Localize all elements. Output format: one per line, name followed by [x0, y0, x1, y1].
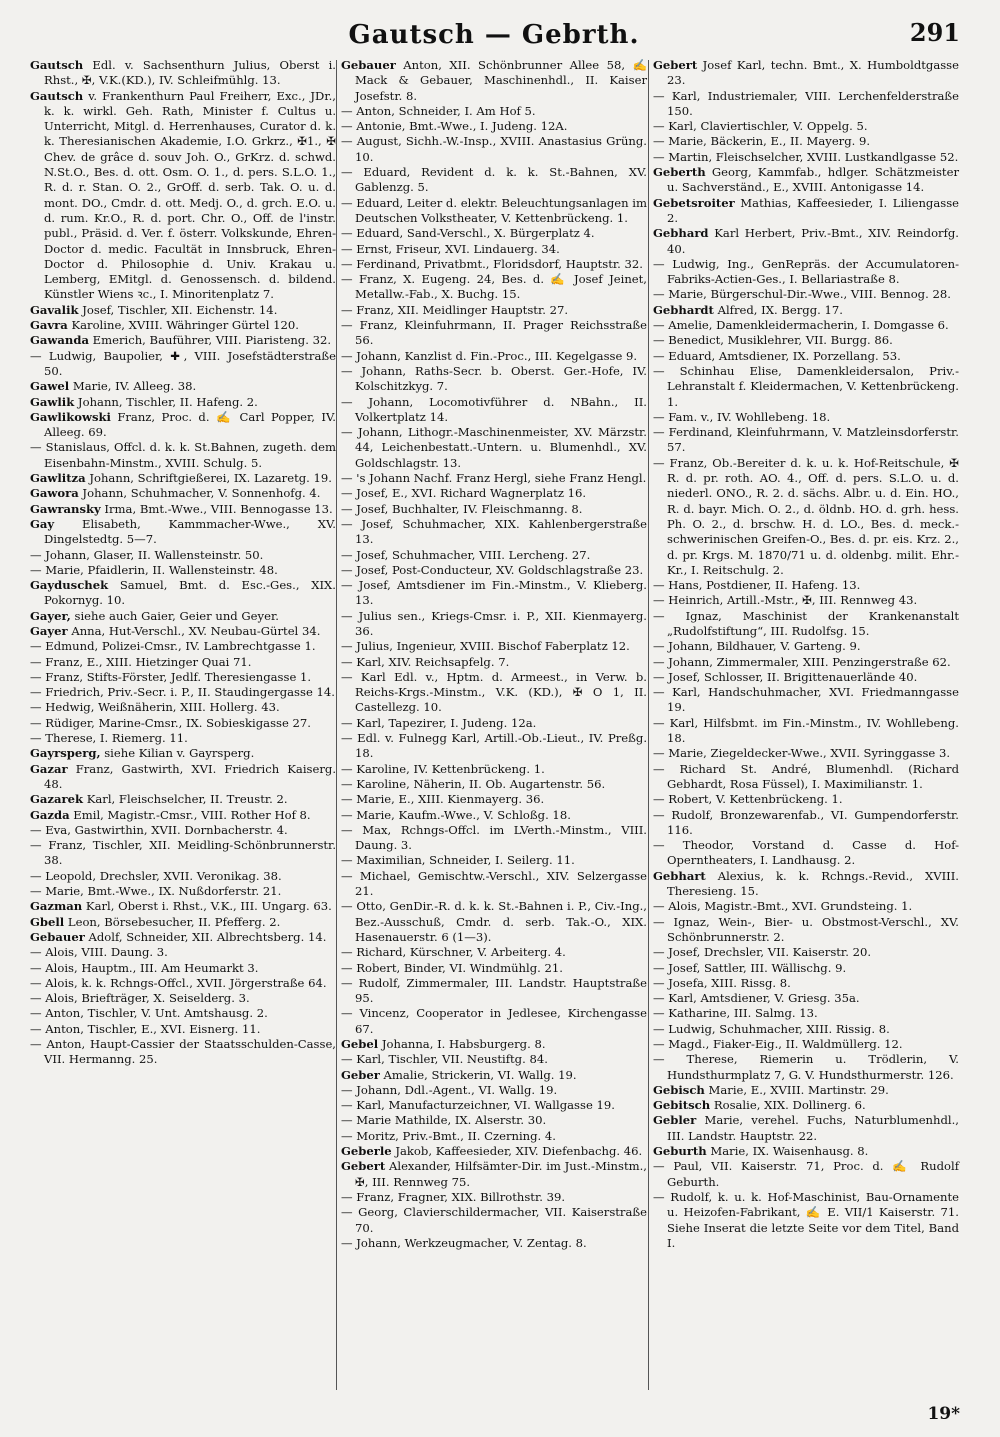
- directory-entry: — Josef, Schuhmacher, XIX. Kahlenbergerstraße 13.: [341, 516, 647, 547]
- directory-entry: Gebisch Marie, E., XVIII. Martinstr. 29.: [653, 1082, 889, 1097]
- entry-surname: Gebhart: [653, 868, 706, 883]
- entry-surname: Gebhardt: [653, 302, 714, 317]
- directory-entry: — Ludwig, Ing., GenRepräs. der Accumulatoren-Fabriks-Actien-Ges., I. Bellariastraße 8.: [653, 256, 959, 287]
- directory-entry: — Josef, Schuhmacher, VIII. Lercheng. 27.: [341, 547, 591, 562]
- entry-surname: Gavalik: [30, 302, 79, 317]
- directory-entry: — Martin, Fleischselcher, XVIII. Lustkandlgasse 52.: [653, 149, 959, 164]
- entry-surname: Gbell: [30, 914, 65, 929]
- directory-entry: Gawanda Emerich, Bauführer, VIII. Piaristeng. 32.: [30, 333, 332, 348]
- entry-surname: Gebert: [341, 1159, 386, 1174]
- directory-entry: — Edmund, Polizei-Cmsr., IV. Lambrechtgasse 1.: [30, 639, 316, 654]
- directory-entry: Gazda Emil, Magistr.-Cmsr., VIII. Rother Hof 8.: [30, 807, 311, 822]
- directory-entry: — Karl Edl. v., Hptm. d. Armeest., in Verw. b. Reichs-Krgs.-Minstm., V.K. (KD.), ✠ O 1, II. Castellezg. 10.: [341, 669, 647, 715]
- directory-entry: — Maximilian, Schneider, I. Seilerg. 11.: [341, 853, 575, 868]
- directory-entry: Gebhard Karl Herbert, Priv.-Bmt., XIV. Reindorfg. 40.: [653, 226, 959, 256]
- directory-entry: — Anton, Haupt-Cassier der Staatsschulden-Casse, VII. Hermanng. 25.: [30, 1037, 336, 1067]
- directory-entry: — Franz, E., XIII. Hietzinger Quai 71.: [30, 654, 252, 669]
- directory-entry: — Josef, Amtsdiener im Fin.-Minstm., V. Klieberg. 13.: [341, 578, 647, 608]
- column-1: [30, 58, 336, 1068]
- directory-entry: — Marie Mathilde, IX. Alserstr. 30.: [341, 1113, 547, 1128]
- directory-entry: — Otto, GenDir.-R. d. k. k. St.-Bahnen i. P., Civ.-Ing., Bez.-Ausschuß, Cmdr. d. serb. Tak.-O., XIX. Hasenauerstr. 6 (1—3).: [341, 899, 647, 944]
- entry-surname: Gebert: [653, 58, 698, 72]
- entry-surname: Gebisch: [653, 1082, 705, 1097]
- directory-entry: Gazar Franz, Gastwirth, XVI. Friedrich Kaiserg. 48.: [30, 761, 336, 791]
- directory-entry: — Karl, Manufacturzeichner, VI. Wallgasse 19.: [341, 1098, 615, 1113]
- directory-entry: Gavra Karoline, XVIII. Währinger Gürtel 120.: [30, 318, 299, 333]
- directory-entry: — Josef, Post-Conducteur, XV. Goldschlagstraße 23.: [341, 562, 644, 577]
- signature-mark: 19*: [927, 1404, 960, 1424]
- column-2: [341, 58, 647, 1251]
- directory-entry: — Ludwig, Baupolier, ✚, VIII. Josefstädterstraße 50.: [30, 348, 336, 378]
- directory-entry: Gebel Johanna, I. Habsburgerg. 8.: [341, 1037, 546, 1051]
- directory-entry: — Josef, E., XVI. Richard Wagnerplatz 16.: [341, 486, 587, 501]
- entry-surname: Gavra: [30, 318, 68, 333]
- directory-entry: Geburth Marie, IX. Waisenhausg. 8.: [653, 1144, 869, 1159]
- entry-surname: Geberth: [653, 165, 706, 180]
- directory-entry: Gebauer Anton, XII. Schönbrunner Allee 58, ✍ Mack & Gebauer, Maschinenhdl., II. Kaiser Josefstr. 8.: [341, 58, 647, 103]
- directory-entry: — Schinhau Elise, Damenkleidersalon, Priv.-Lehranstalt f. Kleidermachen, V. Kettenbrückeng. 1.: [653, 363, 959, 409]
- entry-surname: Gautsch: [30, 58, 84, 72]
- entry-surname: Geber: [341, 1067, 380, 1082]
- directory-entry: — Johann, Ddl.-Agent., VI. Wallg. 19.: [341, 1082, 558, 1097]
- entry-surname: Gautsch: [30, 88, 84, 103]
- directory-entry: — Franz, Ob.-Bereiter d. k. u. k. Hof-Reitschule, ✠ R. d. pr. roth. AO. 4., Off. d. pers. S.L.O. u. d. niederl. ONO., R. 2. d. sächs. Albr. u. d. Ein. HO., R. d. bayr. Mich. O. 2., d. öldnb. HO. d. grh. hess. Ph. O. 2., d. brschw. H. d. LO., Bes. d. meck.-schwerinischen Greifen-O., Bes. d. pr. eis. Krz. 2., d. pr. Krgs. M. 1870/71 u. d. oldenbg. milit. Ehr.-Kr., I. Reitschulg. 2.: [653, 455, 959, 577]
- column-rule: [336, 60, 337, 1390]
- entry-surname: Gebetsroiter: [653, 195, 735, 210]
- directory-entry: — Theodor, Vorstand d. Casse d. Hof-Operntheaters, I. Landhausg. 2.: [653, 838, 959, 868]
- directory-entry: — Michael, Gemischtw.-Verschl., XIV. Selzergasse 21.: [341, 868, 647, 899]
- directory-entry: Gawlik Johann, Tischler, II. Hafeng. 2.: [30, 394, 258, 409]
- directory-entry: Geber Amalie, Strickerin, VI. Wallg. 19.: [341, 1067, 577, 1082]
- entry-surname: Gebler: [653, 1113, 697, 1128]
- directory-entry: — Ferdinand, Kleinfuhrmann, V. Matzleinsdorferstr. 57.: [653, 425, 959, 455]
- directory-entry: — Stanislaus, Offcl. d. k. k. St.Bahnen, zugeth. dem Eisenbahn-Minstm., XVIII. Schulg. 5.: [30, 440, 336, 470]
- directory-entry: — Marie, Bäckerin, E., II. Mayerg. 9.: [653, 134, 871, 149]
- entry-surname: Gawransky: [30, 501, 101, 516]
- directory-entry: — Amelie, Damenkleidermacherin, I. Domgasse 6.: [653, 318, 949, 333]
- directory-entry: — Friedrich, Priv.-Secr. i. P., II. Staudingergasse 14.: [30, 685, 335, 700]
- page-header: [28, 14, 960, 54]
- directory-entry: — Karl, Claviertischler, V. Oppelg. 5.: [653, 119, 868, 134]
- directory-entry: Geberle Jakob, Kaffeesieder, XIV. Diefenbachg. 46.: [341, 1144, 643, 1159]
- directory-entry: — Heinrich, Artill.-Mstr., ✠, III. Rennweg 43.: [653, 593, 918, 608]
- directory-entry: — Ignaz, Maschinist der Krankenanstalt „Rudolfstiftung“, III. Rudolfsg. 15.: [653, 608, 959, 638]
- entry-surname: Gayduschek: [30, 578, 109, 593]
- directory-entry: — Julius sen., Kriegs-Cmsr. i. P., XII. Kienmayerg. 36.: [341, 608, 647, 638]
- directory-entry: — Johann, Raths-Secr. b. Oberst. Ger.-Hofe, IV. Kolschitzkyg. 7.: [341, 363, 647, 394]
- directory-entry: Gebetsroiter Mathias, Kaffeesieder, I. Liliengasse 2.: [653, 195, 959, 225]
- directory-entry: — Karoline, Näherin, II. Ob. Augartenstr. 56.: [341, 776, 606, 791]
- directory-entry: — Ignaz, Wein-, Bier- u. Obstmost-Verschl., XV. Schönbrunnerstr. 2.: [653, 914, 959, 944]
- directory-entry: — Karl, Handschuhmacher, XVI. Friedmanngasse 19.: [653, 685, 959, 715]
- directory-entry: — Eduard, Amtsdiener, IX. Porzellang. 53.: [653, 348, 901, 363]
- directory-entry: — Eduard, Sand-Verschl., X. Bürgerplatz 4.: [341, 226, 595, 241]
- entry-surname: Gawlitza: [30, 471, 86, 486]
- entry-surname: Gebhard: [653, 226, 709, 241]
- directory-entry: — Karl, Tischler, VII. Neustiftg. 84.: [341, 1052, 548, 1067]
- directory-entry: — Ferdinand, Privatbmt., Floridsdorf, Hauptstr. 32.: [341, 256, 643, 271]
- directory-entry: — Ernst, Friseur, XVI. Lindauerg. 34.: [341, 241, 560, 256]
- entry-surname: Gay: [30, 516, 55, 531]
- directory-entry: — Johann, Werkzeugmacher, V. Zentag. 8.: [341, 1235, 587, 1250]
- directory-entry: — Anton, Tischler, E., XVI. Eisnerg. 11.: [30, 1021, 261, 1036]
- directory-entry: — Alois, k. k. Rchngs-Offcl., XVII. Jörgerstraße 64.: [30, 975, 327, 990]
- entry-surname: Geburth: [653, 1144, 707, 1159]
- directory-entry: — Alois, Briefträger, X. Seiselderg. 3.: [30, 991, 250, 1006]
- directory-entry: — Therese, Riemerin u. Trödlerin, V. Hundsthurmplatz 7, G. V. Hundsthurmerstr. 126.: [653, 1052, 959, 1082]
- entry-surname: Gazar: [30, 761, 68, 776]
- entry-surname: Gebel: [341, 1037, 379, 1051]
- entry-surname: Gawanda: [30, 333, 89, 348]
- entry-surname: Gebitsch: [653, 1098, 711, 1113]
- directory-entry: — Rudolf, Zimmermaler, III. Landstr. Hauptstraße 95.: [341, 975, 647, 1006]
- directory-entry: — Georg, Clavierschildermacher, VII. Kaiserstraße 70.: [341, 1205, 647, 1235]
- directory-entry: — Edl. v. Fulnegg Karl, Artill.-Ob.-Lieut., IV. Preßg. 18.: [341, 731, 647, 761]
- directory-entry: Gayer Anna, Hut-Verschl., XV. Neubau-Gürtel 34.: [30, 623, 321, 638]
- directory-entry: — Katharine, III. Salmg. 13.: [653, 1006, 818, 1021]
- directory-entry: Geberth Georg, Kammfab., hdlger. Schätzmeister u. Sachverständ., E., XVIII. Antonigasse 14.: [653, 165, 959, 195]
- directory-entry: Gawransky Irma, Bmt.-Wwe., VIII. Bennogasse 13.: [30, 501, 333, 516]
- directory-entry: — Rudolf, k. u. k. Hof-Maschinist, Bau-Ornamente u. Heizofen-Fabrikant, ✍ E. VII/1 Kaiserstr. 71. Siehe Inserat die letzte Seite vor dem Titel, Band I.: [653, 1189, 959, 1250]
- directory-entry: — Franz, XII. Meidlinger Hauptstr. 27.: [341, 302, 569, 317]
- directory-entry: — Richard, Kürschner, V. Arbeiterg. 4.: [341, 945, 566, 960]
- directory-entry: — Robert, Binder, VI. Windmühlg. 21.: [341, 960, 563, 975]
- directory-entry: — Franz, Kleinfuhrmann, II. Prager Reichsstraße 56.: [341, 318, 647, 348]
- directory-entry: — Alois, VIII. Daung. 3.: [30, 945, 168, 960]
- directory-entry: — Marie, Bürgerschul-Dir.-Wwe., VIII. Bennog. 28.: [653, 287, 951, 302]
- directory-entry: — August, Sichh.-W.-Insp., XVIII. Anastasius Grüng. 10.: [341, 134, 647, 164]
- directory-entry: Gazarek Karl, Fleischselcher, II. Treustr. 2.: [30, 792, 288, 807]
- directory-entry: — Marie, Bmt.-Wwe., IX. Nußdorferstr. 21.: [30, 884, 282, 899]
- directory-entry: — Franz, Fragner, XIX. Billrothstr. 39.: [341, 1189, 566, 1204]
- directory-entry: Gebert Josef Karl, techn. Bmt., X. Humboldtgasse 23.: [653, 58, 959, 88]
- entry-surname: Gebauer: [30, 929, 85, 944]
- entry-surname: Gayer,: [30, 608, 71, 623]
- directory-entry: Gebert Alexander, Hilfsämter-Dir. im Just.-Minstm., ✠, III. Rennweg 75.: [341, 1159, 647, 1189]
- entry-surname: Gayrsperg,: [30, 746, 101, 761]
- directory-entry: Gazman Karl, Oberst i. Rhst., V.K., III. Ungarg. 63.: [30, 899, 332, 914]
- directory-entry: — Karl, Industriemaler, VIII. Lerchenfelderstraße 150.: [653, 88, 959, 118]
- directory-entry: — Vincenz, Cooperator in Jedlesee, Kirchengasse 67.: [341, 1006, 647, 1036]
- directory-entry: — Josef, Schlosser, II. Brigittenauerlände 40.: [653, 669, 918, 684]
- directory-entry: — Fam. v., IV. Wohllebeng. 18.: [653, 409, 831, 424]
- directory-entry: — Franz, X. Eugeng. 24, Bes. d. ✍ Josef Jeinet, Metallw.-Fab., X. Buchg. 15.: [341, 272, 647, 302]
- directory-entry: — Josef, Drechsler, VII. Kaiserstr. 20.: [653, 945, 872, 960]
- directory-entry: — Marie, E., XIII. Kienmayerg. 36.: [341, 792, 545, 807]
- directory-entry: — Karl, Amtsdiener, V. Griesg. 35a.: [653, 991, 860, 1006]
- directory-entry: — Johann, Bildhauer, V. Garteng. 9.: [653, 639, 861, 654]
- directory-entry: — Marie, Kaufm.-Wwe., V. Schloßg. 18.: [341, 807, 571, 822]
- column-rule: [648, 60, 649, 1390]
- entry-surname: Gayer: [30, 623, 68, 638]
- directory-entry: — 's Johann Nachf. Franz Hergl, siehe Franz Hengl.: [341, 471, 647, 486]
- directory-entry: — Alois, Magistr.-Bmt., XVI. Grundsteing. 1.: [653, 899, 913, 914]
- directory-entry: — Karl, Tapezirer, I. Judeng. 12a.: [341, 715, 537, 730]
- directory-entry: Gebler Marie, verehel. Fuchs, Naturblumenhdl., III. Landstr. Hauptstr. 22.: [653, 1113, 959, 1143]
- entry-surname: Gazarek: [30, 792, 84, 807]
- entry-surname: Gawel: [30, 379, 70, 394]
- directory-entry: — Eduard, Leiter d. elektr. Beleuchtungsanlagen im Deutschen Volkstheater, V. Kettenbrückeng. 1.: [341, 195, 647, 225]
- directory-entry: — Hans, Postdiener, II. Hafeng. 13.: [653, 578, 861, 593]
- directory-entry: — Rudolf, Bronzewarenfab., VI. Gumpendorferstr. 116.: [653, 807, 959, 837]
- directory-entry: — Eva, Gastwirthin, XVII. Dornbacherstr. 4.: [30, 822, 288, 837]
- directory-entry: Gebauer Adolf, Schneider, XII. Albrechtsberg. 14.: [30, 929, 327, 944]
- directory-entry: — Johann, Kanzlist d. Fin.-Proc., III. Kegelgasse 9.: [341, 348, 638, 363]
- directory-entry: — Johann, Zimmermaler, XIII. Penzingerstraße 62.: [653, 654, 951, 669]
- running-head: Gautsch — Gebrth.: [348, 20, 640, 50]
- directory-entry: — Antonie, Bmt.-Wwe., I. Judeng. 12A.: [341, 119, 568, 134]
- directory-entry: — Franz, Tischler, XII. Meidling-Schönbrunnerstr. 38.: [30, 838, 336, 868]
- directory-entry: — Magd., Fiaker-Eig., II. Waldmüllerg. 12.: [653, 1037, 903, 1051]
- directory-entry: Gawlitza Johann, Schriftgießerei, IX. Lazaretg. 19.: [30, 471, 332, 486]
- directory-entry: — Josefa, XIII. Rissg. 8.: [653, 975, 791, 990]
- directory-entry: — Johann, Glaser, II. Wallensteinstr. 50.: [30, 547, 264, 562]
- directory-entry: — Johann, Locomotivführer d. NBahn., II. Volkertplatz 14.: [341, 394, 647, 424]
- directory-entry: — Anton, Schneider, I. Am Hof 5.: [341, 103, 536, 118]
- entry-surname: Gawora: [30, 486, 79, 501]
- entry-surname: Gazman: [30, 899, 83, 914]
- directory-entry: — Franz, Stifts-Förster, Jedlf. Theresiengasse 1.: [30, 669, 312, 684]
- directory-entry: Gebhart Alexius, k. k. Rchngs.-Revid., XVIII. Theresieng. 15.: [653, 868, 959, 899]
- directory-entry: Gawel Marie, IV. Alleeg. 38.: [30, 379, 197, 394]
- directory-entry: — Julius, Ingenieur, XVIII. Bischof Faberplatz 12.: [341, 639, 630, 654]
- directory-entry: — Richard St. André, Blumenhdl. (Richard Gebhardt, Rosa Füssel), I. Maximilianstr. 1.: [653, 761, 959, 791]
- directory-entry: Gautsch v. Frankenthurn Paul Freiherr, Exc., JDr., k. k. wirkl. Geh. Rath, Minister f. Cultus u. Unterricht, Mitgl. d. Herrenhauses, Curator d. k. k. Theresianischen Akademie, I.O. Grkrz., ✠1., ✠ Chev. de grâce d. souv Joh. O., GrKrz. d. schwd. N.St.O., Bes. d. ott. Osm. O. 1., d. pers. S.L.O. 1., R. d. r. Stan. O. 2., GrOff. d. serb. Tak. O. u. d. mont. DO., Cmdr. d. ott. Medj. O., d. grch. E.O. u. d. rum. Kr.O., R. d. port. Chr. O., Off. de l'instr. publ., Präsid. d. Ver. f. österr. Volkskunde, Ehren-Doctor d. medic. Facultät in Innsbruck, Ehren-Doctor d. Philosophie d. Univ. Krakau u. Lemberg, EMitgl. d. Genossensch. d. bildend. Künstler Wiens ꝛc., I. Minoritenplatz 7.: [30, 88, 336, 302]
- column-3: [653, 58, 959, 1251]
- directory-entry: Gavalik Josef, Tischler, XII. Eichenstr. 14.: [30, 302, 278, 317]
- directory-entry: — Therese, I. Riemerg. 11.: [30, 731, 188, 746]
- directory-entry: — Leopold, Drechsler, XVII. Veronikag. 38.: [30, 868, 282, 883]
- directory-entry: Gawora Johann, Schuhmacher, V. Sonnenhofg. 4.: [30, 486, 321, 501]
- directory-entry: — Karl, Hilfsbmt. im Fin.-Minstm., IV. Wohllebeng. 18.: [653, 715, 959, 746]
- directory-entry: — Alois, Hauptm., III. Am Heumarkt 3.: [30, 960, 259, 975]
- directory-entry: Gbell Leon, Börsebesucher, II. Pfefferg. 2.: [30, 914, 281, 929]
- directory-entry: Gayrsperg, siehe Kilian v. Gayrsperg.: [30, 746, 255, 761]
- directory-entry: — Paul, VII. Kaiserstr. 71, Proc. d. ✍ Rudolf Geburth.: [653, 1159, 959, 1189]
- directory-entry: — Max, Rchngs-Offcl. im LVerth.-Minstm., VIII. Daung. 3.: [341, 822, 647, 853]
- entry-surname: Gebauer: [341, 58, 396, 72]
- directory-entry: Gayduschek Samuel, Bmt. d. Esc.-Ges., XIX. Pokornyg. 10.: [30, 578, 336, 608]
- directory-entry: Gautsch Edl. v. Sachsenthurn Julius, Oberst i. Rhst., ✠, V.K.(KD.), IV. Schleifmühlg. 13.: [30, 58, 336, 88]
- directory-entry: — Moritz, Priv.-Bmt., II. Czerning. 4.: [341, 1128, 556, 1143]
- entry-surname: Gawlik: [30, 394, 75, 409]
- entry-surname: Gawlikowski: [30, 409, 111, 424]
- directory-entry: — Marie, Pfaidlerin, II. Wallensteinstr. 48.: [30, 562, 278, 577]
- directory-entry: — Karl, XIV. Reichsapfelg. 7.: [341, 654, 510, 669]
- page-number: 291: [909, 18, 960, 47]
- entry-surname: Gazda: [30, 807, 70, 822]
- directory-entry: Gebhardt Alfred, IX. Bergg. 17.: [653, 302, 843, 317]
- directory-entry: — Anton, Tischler, V. Unt. Amtshausg. 2.: [30, 1006, 268, 1021]
- directory-entry: — Eduard, Revident d. k. k. St.-Bahnen, XV. Gablenzg. 5.: [341, 165, 647, 195]
- directory-entry: — Johann, Lithogr.-Maschinenmeister, XV. Märzstr. 44, Leichenbestatt.-Untern. u. Blumenhdl., XV. Goldschlagstr. 13.: [341, 425, 647, 470]
- directory-entry: Gay Elisabeth, Kammmacher-Wwe., XV. Dingelstedtg. 5—7.: [30, 516, 336, 547]
- directory-entry: — Hedwig, Weißnäherin, XIII. Hollerg. 43.: [30, 700, 280, 715]
- entry-surname: Geberle: [341, 1144, 392, 1159]
- directory-entry: — Ludwig, Schuhmacher, XIII. Rissig. 8.: [653, 1021, 890, 1036]
- directory-entry: — Josef, Sattler, III. Wällischg. 9.: [653, 960, 847, 975]
- directory-entry: — Marie, Ziegeldecker-Wwe., XVII. Syringgasse 3.: [653, 746, 951, 761]
- directory-entry: Gebitsch Rosalie, XIX. Dollinerg. 6.: [653, 1098, 866, 1113]
- directory-entry: — Rüdiger, Marine-Cmsr., IX. Sobieskigasse 27.: [30, 715, 311, 730]
- directory-entry: Gawlikowski Franz, Proc. d. ✍ Carl Popper, IV. Alleeg. 69.: [30, 409, 336, 440]
- directory-entry: Gayer, siehe auch Gaier, Geier und Geyer.: [30, 608, 279, 623]
- directory-entry: — Robert, V. Kettenbrückeng. 1.: [653, 792, 843, 807]
- directory-entry: — Karoline, IV. Kettenbrückeng. 1.: [341, 761, 545, 776]
- directory-entry: — Josef, Buchhalter, IV. Fleischmanng. 8.: [341, 501, 583, 516]
- directory-entry: — Benedict, Musiklehrer, VII. Burgg. 86.: [653, 333, 893, 348]
